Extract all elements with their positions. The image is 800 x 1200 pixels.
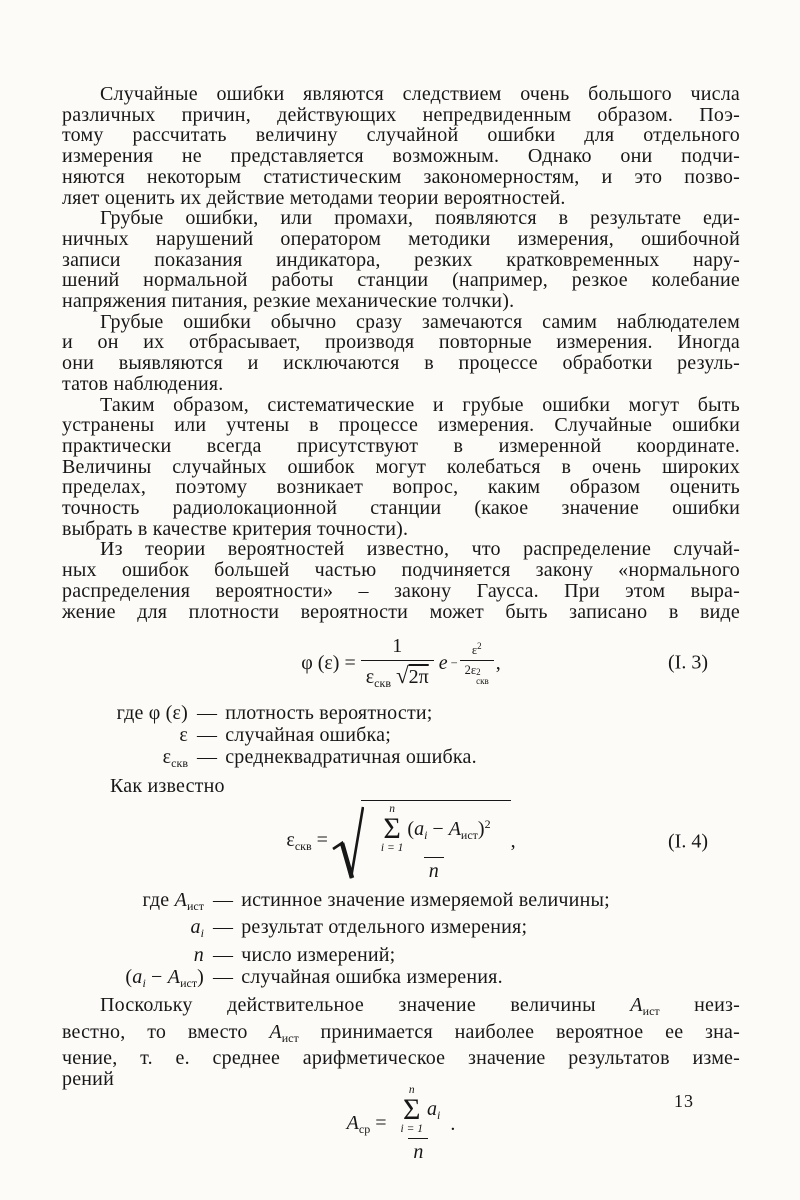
summand <box>427 1098 440 1123</box>
definition-term <box>62 890 204 918</box>
paragraph-line: пределах, поэтому возникает вопрос, каким образом оценить <box>62 476 740 499</box>
minus-sign: − <box>145 966 168 989</box>
close-paren: ) <box>477 817 485 840</box>
lead-in-line: Как известно <box>110 774 225 797</box>
summation <box>401 1085 423 1136</box>
minus-sign: − <box>427 817 449 840</box>
equation-number-I3: (I. 3) <box>668 651 708 674</box>
equals-sign: = <box>316 829 328 852</box>
open-paren: ( <box>125 966 133 989</box>
paragraph-line <box>62 995 740 1022</box>
sigma-sign: Σ <box>403 1092 421 1126</box>
body-paragraph-1 <box>62 84 740 208</box>
radicand-body <box>361 800 511 883</box>
fraction-denominator <box>361 660 434 691</box>
subscript-ist: ист <box>187 898 204 913</box>
equals-sign: = <box>375 1112 387 1135</box>
subscript-skv: скв <box>374 676 391 691</box>
open-paren: ( <box>407 817 415 840</box>
fraction-denominator: n <box>424 857 444 883</box>
radical-sign <box>332 805 364 883</box>
definition-description: число измерений; <box>241 944 396 967</box>
comma: , <box>495 651 501 674</box>
radicand: 2π <box>408 666 429 689</box>
sum-upper-limit: n <box>389 803 396 816</box>
var-A: A <box>174 888 187 911</box>
body-paragraph-5 <box>62 539 740 622</box>
definition-list-2 <box>62 890 740 995</box>
exponent-denominator <box>460 660 494 685</box>
period: . <box>450 1113 456 1136</box>
definition-row <box>62 747 740 775</box>
body-paragraph-6 <box>62 995 740 1090</box>
definition-description: случайная ошибка измерения. <box>241 966 503 989</box>
close-paren: ) <box>197 966 204 989</box>
paragraph-line: различных причин, действующих непредвиденным образом. Поэ- <box>62 103 740 126</box>
formula-arithmetic-mean <box>62 1084 740 1163</box>
fraction-numerator <box>372 804 496 857</box>
paragraph-line: напряжения питания, резкие механические толчки). <box>62 290 515 313</box>
var-a: a <box>414 817 425 840</box>
paragraph-line: распределения вероятности» – закону Гаусса. При этом выра- <box>62 579 740 602</box>
definition-dash: — <box>197 745 218 768</box>
subscript-i: i <box>424 827 428 842</box>
subscript-ist: ист <box>460 827 478 842</box>
radical-sign: √ <box>395 663 409 689</box>
paragraph-line: Таким образом, систематические и грубые ошибки могут быть <box>100 393 740 416</box>
subscript-skv: скв <box>171 755 188 770</box>
paragraph-line: записи показания индикатора, резких кратковременных нару- <box>62 248 740 271</box>
paragraph-line: няются некоторым статистическим закономерностям, и это позво- <box>62 165 740 188</box>
sigma-sign: Σ <box>383 811 401 845</box>
comma: , <box>510 830 516 853</box>
definition-row <box>62 917 740 945</box>
paragraph-line: жение для плотности вероятности может быть записано в виде <box>62 600 740 623</box>
subscript-skv: скв <box>294 839 312 854</box>
paragraph-line: устранены или учтены в процессе измерения. Случайные ошибки <box>62 414 740 437</box>
paragraph-line: точность радиолокационной станции (какое значение ошибки <box>62 497 740 520</box>
var-a: a <box>132 966 143 989</box>
line-text: Поскольку действительное значение величины <box>100 993 631 1016</box>
definition-dash: — <box>213 944 234 967</box>
definition-term: n <box>193 944 204 967</box>
epsilon: ε <box>365 666 375 689</box>
superscript-2: 2 <box>476 667 481 678</box>
where-word: где <box>142 888 175 911</box>
line-text: вестно, то вместо <box>62 1020 270 1043</box>
var-A: A <box>269 1020 282 1043</box>
var-A: A <box>167 966 181 989</box>
definition-dash: — <box>213 966 234 989</box>
definition-description: результат отдельного измерения; <box>241 916 528 939</box>
body-paragraph-2 <box>62 208 740 312</box>
paragraph-line: чение, т. е. среднее арифметическое значение результатов изме- <box>62 1047 740 1070</box>
var-A: A <box>346 1112 359 1135</box>
paragraph-line: Случайные ошибки являются следствием очень большого числа <box>100 83 740 105</box>
minus-sign: − <box>450 655 458 670</box>
formula-lhs: φ (ε) = <box>301 651 356 674</box>
definition-dash: — <box>213 888 234 911</box>
definition-description: среднеквадратичная ошибка. <box>225 745 477 768</box>
definition-description: случайная ошибка; <box>225 724 392 747</box>
subscript-i: i <box>200 926 204 941</box>
definition-dash: — <box>197 724 218 747</box>
paragraph-line: Грубые ошибки, или промахи, появляются в результате еди- <box>100 207 740 230</box>
exponent-fraction <box>460 641 494 685</box>
paragraph-line: Из теории вероятностей известно, что распределение случай- <box>100 538 740 561</box>
definition-term <box>62 747 188 775</box>
definition-list-1 <box>62 703 740 774</box>
paragraph-line: практически всегда присутствуют в измеренной координате. <box>62 434 740 457</box>
subscript-ist: ист <box>180 976 198 991</box>
superscript-2: 2 <box>477 641 482 652</box>
subscript-skv: скв <box>476 676 489 687</box>
definition-term <box>62 917 204 945</box>
formula-rms-error <box>62 798 740 886</box>
var-a: a <box>190 916 201 939</box>
fraction-numerator: 1 <box>392 635 403 658</box>
epsilon: ε <box>286 829 295 852</box>
superscript-2: 2 <box>484 816 491 831</box>
definition-row <box>62 967 740 995</box>
paragraph-line: и он их отбрасывает, производя повторные измерения. Иногда <box>62 331 740 354</box>
formula-lhs <box>286 829 328 854</box>
paragraph-line: Грубые ошибки обычно сразу замечаются самим наблюдателем <box>100 310 740 333</box>
paragraph-line: тому рассчитать величину случайной ошибки для отдельного <box>62 124 740 147</box>
line-text: неиз- <box>659 993 740 1016</box>
fraction <box>392 1085 446 1164</box>
definition-dash: — <box>213 916 234 939</box>
subscript-sr: ср <box>358 1122 371 1137</box>
exponent <box>451 641 496 685</box>
epsilon: ε <box>471 643 478 658</box>
two-epsilon: 2ε <box>464 663 477 678</box>
definition-term: где φ (ε) <box>116 702 188 725</box>
text-column <box>62 83 740 1163</box>
definition-row <box>62 725 740 747</box>
page-number: 13 <box>674 1091 694 1111</box>
definition-row <box>62 703 740 725</box>
formula-lhs <box>347 1112 387 1137</box>
sup-sub-stack <box>476 668 489 686</box>
definition-term: ε <box>179 724 188 747</box>
paragraph-line: шений нормальной работы станции (например, резкое колебание <box>62 269 740 292</box>
paragraph-line: выбрать в качестве критерия точности). <box>62 517 409 540</box>
paragraph-line: ничных нарушений оператором методики измерения, ошибочной <box>62 227 740 250</box>
paragraph-line: они выявляются и исключаются в процессе обработки резуль- <box>62 352 740 375</box>
sum-lower-limit: i = 1 <box>400 1123 423 1136</box>
subscript-ist: ист <box>642 1003 660 1018</box>
square-root <box>332 800 511 883</box>
fraction-denominator: n <box>408 1138 428 1164</box>
definition-term <box>62 967 204 995</box>
definition-row <box>62 890 740 918</box>
definition-dash: — <box>197 702 218 725</box>
equation-number-I4: (I. 4) <box>668 830 708 853</box>
fraction <box>372 804 496 883</box>
summation <box>381 804 403 855</box>
sum-upper-limit: n <box>408 1084 415 1097</box>
exponent-numerator <box>467 641 487 660</box>
paragraph-line: рений <box>62 1067 114 1090</box>
paragraph-line: Величины случайных ошибок могут колебаться в очень широких <box>62 455 740 478</box>
definition-description: истинное значение измеряемой величины; <box>241 888 610 911</box>
fraction <box>361 635 434 691</box>
paragraph-line: ных ошибок большей частью подчиняется закону «нормального <box>62 559 740 582</box>
line-text: принимается наиболее вероятное ее зна- <box>298 1020 740 1043</box>
subscript-ist: ист <box>281 1030 299 1045</box>
sum-lower-limit: i = 1 <box>380 842 404 855</box>
body-paragraph-3 <box>62 312 740 395</box>
formula-gauss-density <box>62 624 740 702</box>
var-A: A <box>630 993 643 1016</box>
paragraph-line: измерения не представляется возможным. Однако они подчи- <box>62 145 740 168</box>
subscript-i: i <box>436 1108 441 1123</box>
paragraph-line: татов наблюдения. <box>62 372 224 395</box>
var-A: A <box>448 817 461 840</box>
definition-row <box>62 945 740 967</box>
summand <box>407 817 490 843</box>
definition-description: плотность вероятности; <box>225 702 433 725</box>
paragraph-line: ляет оценить их действие методами теории вероятностей. <box>62 186 566 209</box>
epsilon: ε <box>162 745 172 768</box>
paragraph-line <box>62 1022 740 1049</box>
fraction-numerator <box>392 1085 446 1138</box>
body-paragraph-4 <box>62 395 740 540</box>
subscript-i: i <box>142 976 146 991</box>
var-a: a <box>426 1098 437 1121</box>
euler-e: e <box>438 651 448 674</box>
